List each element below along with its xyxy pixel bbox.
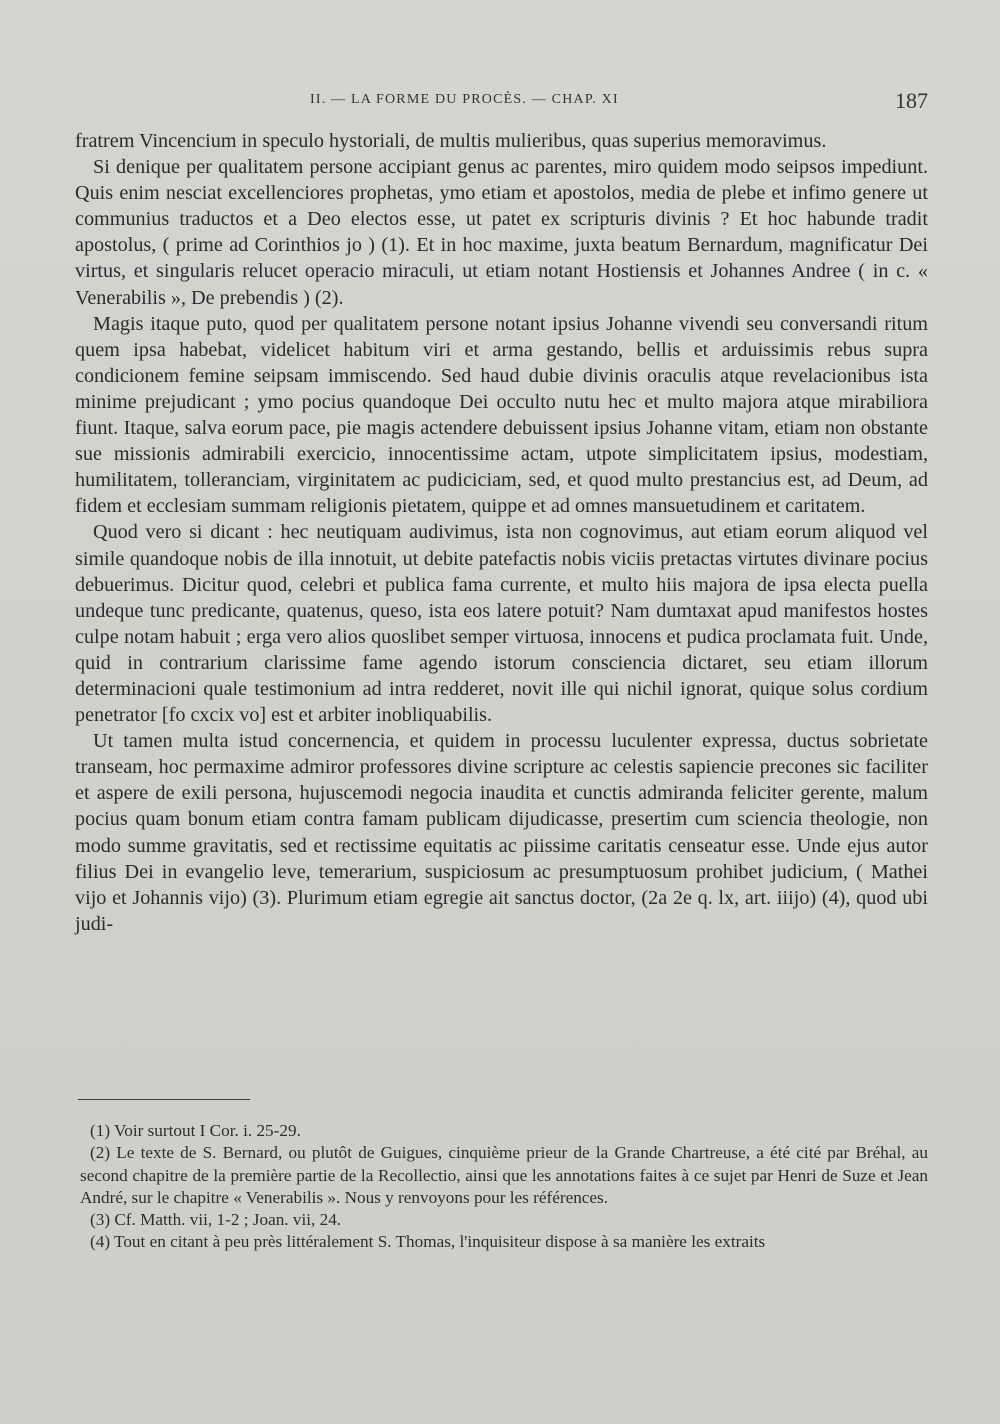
footnote-4: (4) Tout en citant à peu près littéralement S. Thomas, l'inquisiteur dispose à sa manière les extraits bbox=[90, 1232, 766, 1252]
paragraph-1: fratrem Vincencium in speculo hystoriali, de multis mulieribus, quas superius memoravimus. bbox=[75, 130, 827, 152]
footnote-separator bbox=[78, 1099, 250, 1100]
footnotes bbox=[80, 1120, 928, 1254]
footnote-2: (2) Le texte de S. Bernard, ou plutôt de Guigues, cinquième prieur de la Grande Chartreuse, a été cité par Bréhal, au second chapitre de la première partie de la Recollectio, ainsi que les annotations faites à ce sujet par Henri de Suze et Jean André, sur le chapitre « Venerabilis ». Nous y renvoyons pour les références. bbox=[80, 1143, 928, 1207]
paragraph-3: Magis itaque puto, quod per qualitatem persone notant ipsius Johanne vivendi seu conversandi ritum quem ipsa habebat, videlicet habitum viri et arma gestando, bellis et arduissimis rebus supra condicionem femine seipsam immiscendo. Sed haud dubie divinis oraculis atque revelacionibus ista minime prejudicant ; ymo pocius quandoque Dei occulto nutu hec et multo majora atque mirabiliora fiunt. Itaque, salva eorum pace, pie magis actendere debuissent ipsius Johanne vitam, etiam non obstante sue missionis admirabili exercicio, innocentissime actam, utpote simplicitatem ipsius, modestiam, humilitatem, tolleranciam, virginitatem ac pudiciciam, sed, et quod multo prestancius est, ad Deum, ad fidem et ecclesiam summam religionis pietatem, quippe et ad omnes mansuetudinem et caritatem. bbox=[75, 312, 928, 518]
paragraph-4: Quod vero si dicant : hec neutiquam audivimus, ista non cognovimus, aut etiam eorum aliquod vel simile quandoque nobis de illa innotuit, ut debite patefactis nobis viciis pretactas virtutes divinare pocius debuerimus. Dicitur quod, celebri et publica fama currente, et multo hiis majora de ipsa electa puella undeque tunc predicante, quatenus, queso, ista eos latere potuit? Nam dumtaxat apud manifestos hostes culpe notam habuit ; erga vero alios quoslibet semper virtuosa, innocens et pudica proclamata fuit. Unde, quid in contrarium clarissime fame agendo istorum consciencia dictaret, seu etiam illorum determinacioni quale testimonium ad intra redderet, novit ille qui nichil ignorat, quique solus cordium penetrator [fo cxcix vo] est et arbiter inobliquabilis. bbox=[75, 521, 928, 727]
running-head: II. — LA FORME DU PROCÈS. — CHAP. XI bbox=[310, 92, 619, 107]
page-header bbox=[0, 88, 1000, 118]
main-text bbox=[75, 128, 928, 937]
footnote-1: (1) Voir surtout I Cor. i. 25-29. bbox=[90, 1121, 301, 1140]
footnote-3: (3) Cf. Matth. vii, 1-2 ; Joan. vii, 24. bbox=[90, 1210, 342, 1230]
paragraph-5: Ut tamen multa istud concernencia, et quidem in processu luculenter expressa, ductus sobrietate transeam, hoc permaxime admiror professores divine scripture ac celestis sapiencie precones sic faciliter et aspere de exili persona, hujuscemodi negocia inaudita et cunctis admiranda feliciter gerente, malum pocius quam bonum etiam contra famam publicam dijudicasse, presertim cum sciencia theologie, non modo summe gravitatis, sed et rectissime equitatis ac piissime caritatis censeatur esse. Unde ejus autor filius Dei in evangelio leve, temerarium, suspiciosum ac presumptuosum prohibet judicium, ( Mathei vijo et Johannis vijo) (3). Plurimum etiam egregie ait sanctus doctor, (2a 2e q. lx, art. iiijo) (4), quod ubi judi- bbox=[75, 730, 928, 935]
paragraph-2: Si denique per qualitatem persone accipiant genus ac parentes, miro quidem modo seipsos impediunt. Quis enim nesciat excellenciores prophetas, ymo etiam et apostolos, media de plebe et infimo genere ut communius traductos et a Deo electos esse, ut patet ex scripturis divinis ? Et hoc habunde tradit apostolus, ( prime ad Corinthios jo ) (1). Et in hoc maxime, juxta beatum Bernardum, magnificatur Dei virtus, et singularis relucet operacio miraculi, ut etiam notant Hostiensis et Johannes Andree ( in c. « Venerabilis », De prebendis ) (2). bbox=[75, 156, 928, 309]
page-number: 187 bbox=[895, 88, 928, 113]
